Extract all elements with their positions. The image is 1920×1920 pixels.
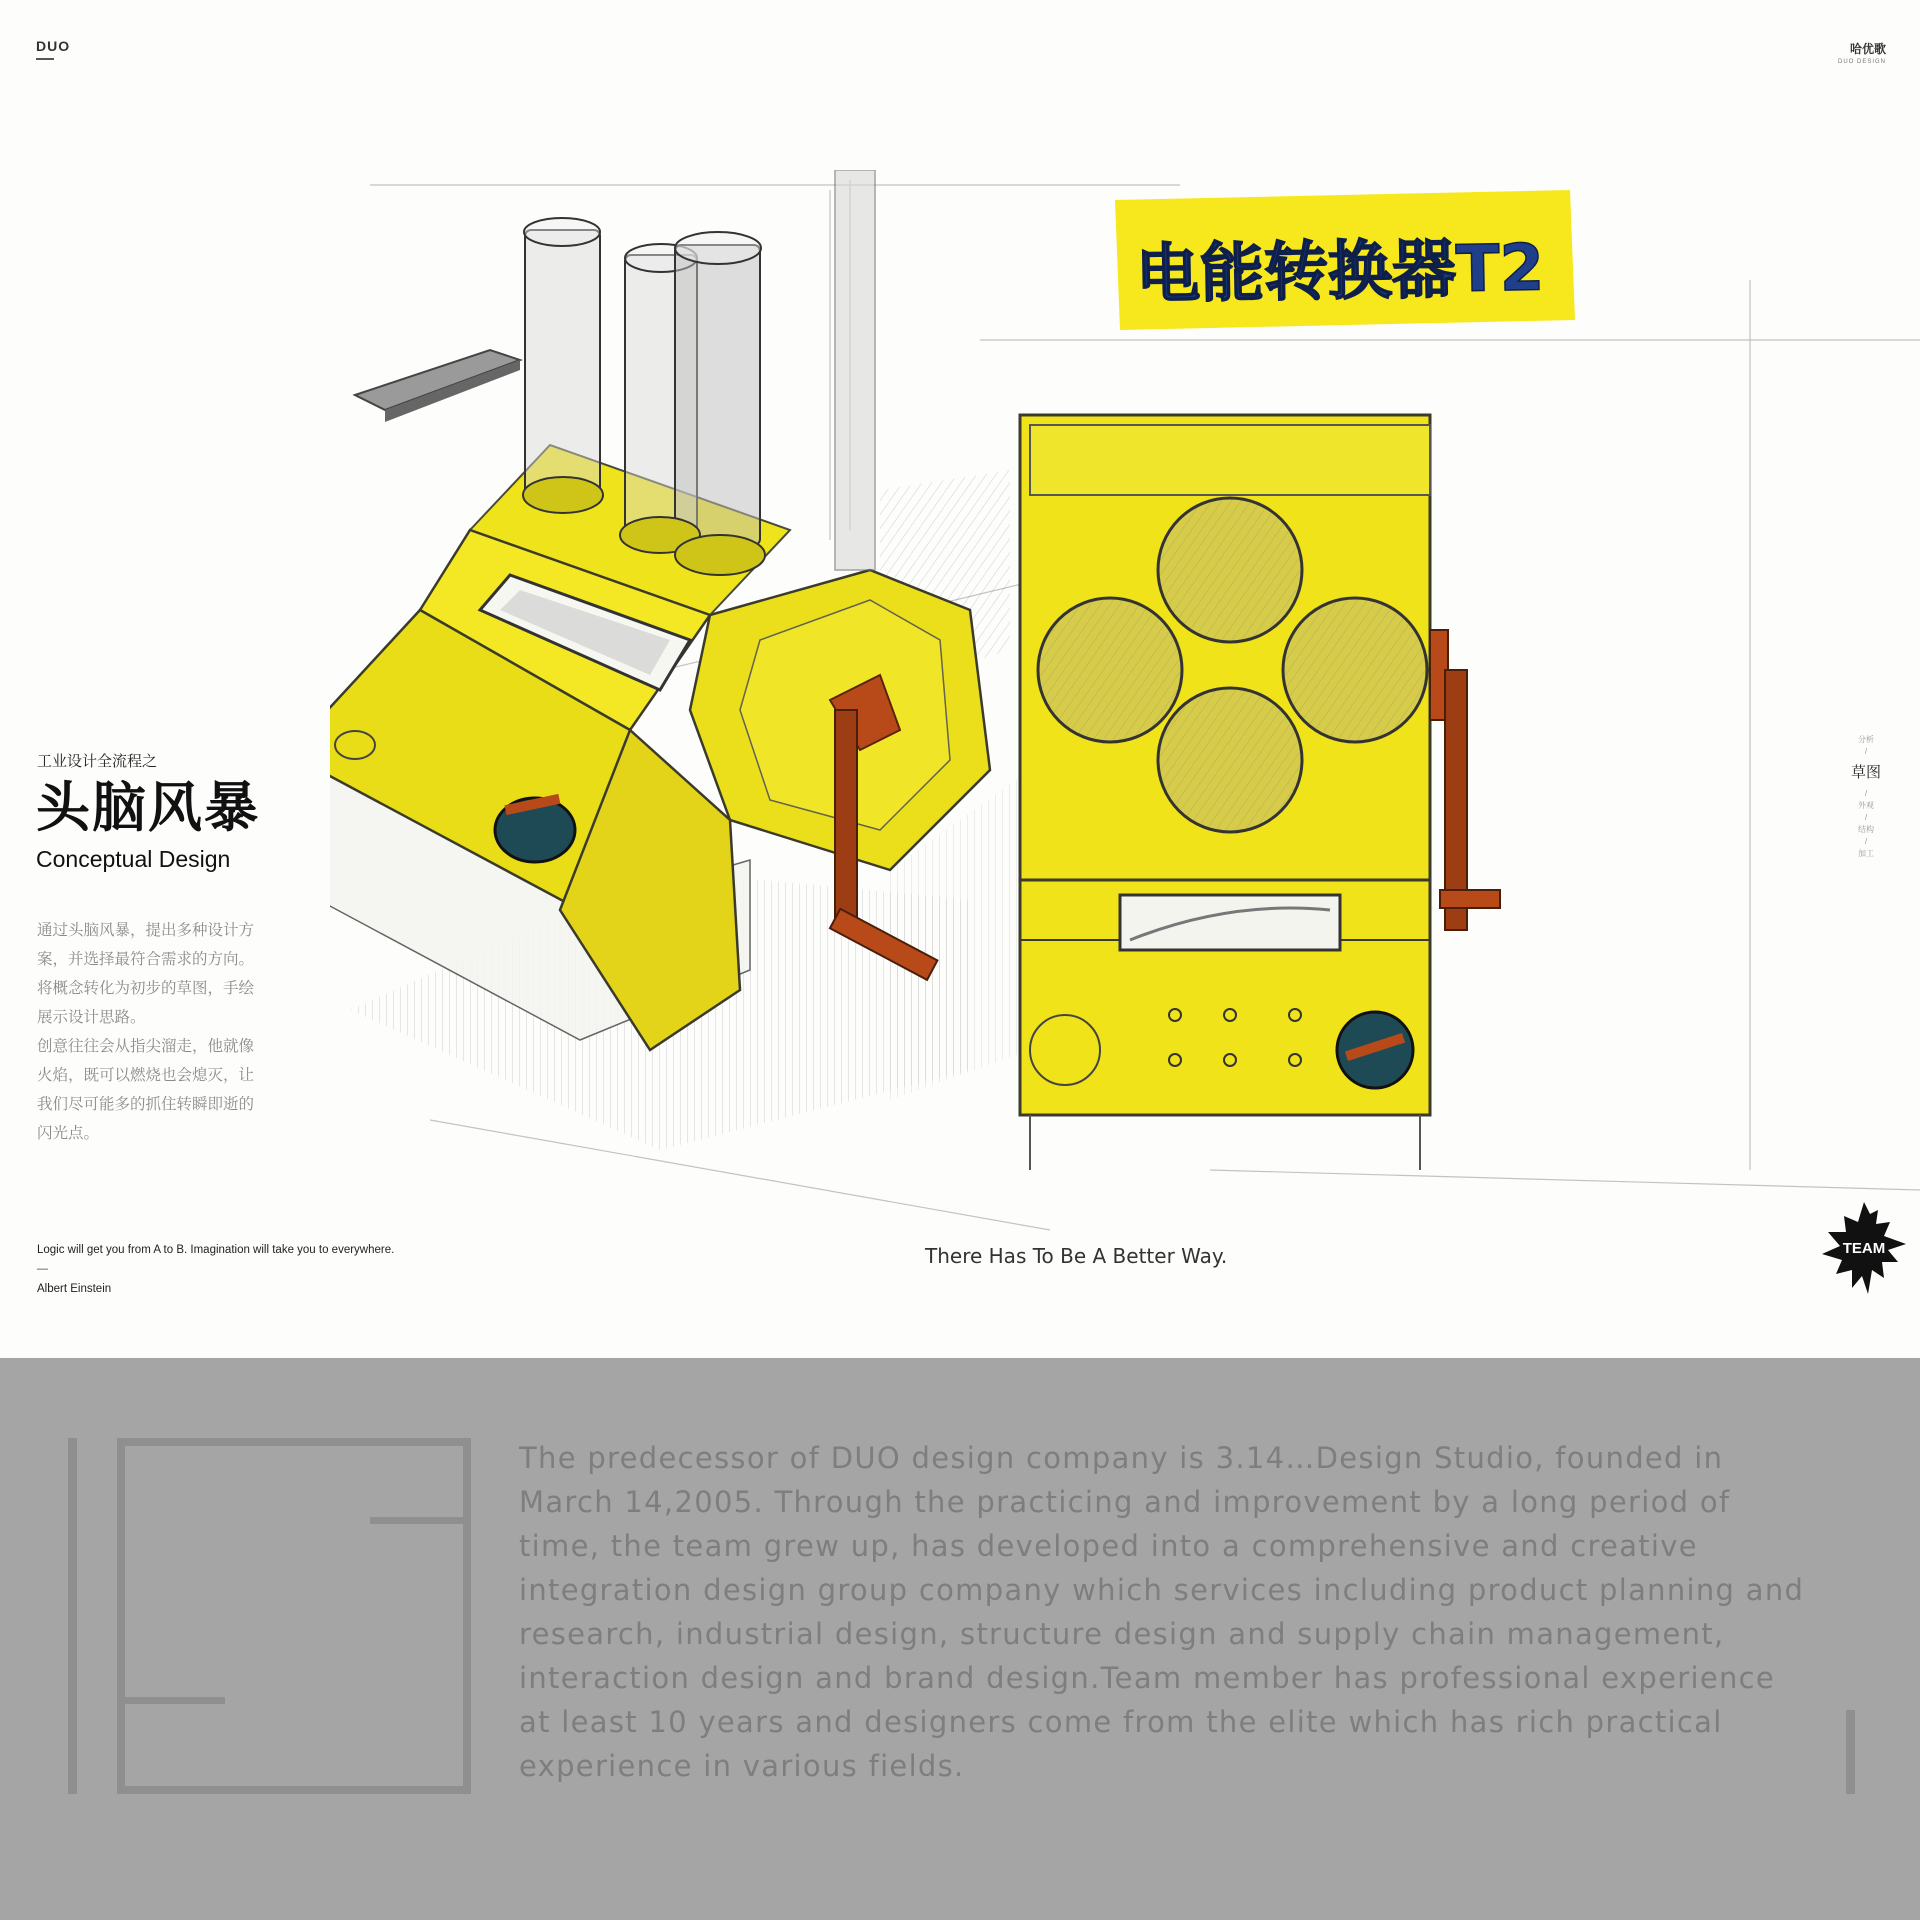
process-step-sketch[interactable]: 草图 [1850,764,1881,781]
description-line: 案，并选择最符合需求的方向。 [37,951,255,968]
slogan: There Has To Be A Better Way. [925,1244,1228,1268]
page-title-en: Conceptual Design [36,846,231,872]
team-logo-icon[interactable] [1818,1200,1910,1296]
sign-text: 电能转换器T2 [1135,231,1545,313]
process-step-manufacturing[interactable]: 加工 [1858,849,1874,858]
quote-author: Albert Einstein [37,1283,112,1295]
process-separator: / [1864,813,1868,822]
about-paragraph: The predecessor of DUO design company is 3.14…Design Studio, founded in March 14,2005. Through the practicing and improvement by a long period of time, the team grew up, has developed into a comprehensive and creative integration design group company which services including product planning and research, industrial design, structure design and supply chain management, interaction design and brand design.Team member has professional experience at least 10 years and designers come from the elite which has rich practical experience in various fields. [519,1441,1805,1783]
duo-logo[interactable]: DUO [36,38,71,54]
process-nav [1846,734,1886,860]
quote-dash: — [37,1263,48,1275]
brand-name-en: DUO DESIGN [1837,59,1886,65]
process-step-structure[interactable]: 结构 [1858,825,1874,834]
brand-logo-right[interactable] [1838,40,1886,65]
product-sketch-illustration [330,170,1920,1270]
description-line: 将概念转化为初步的草图，手绘 [37,980,255,997]
process-step-appearance[interactable]: 外观 [1858,801,1874,810]
section-subtitle: 工业设计全流程之 [37,753,158,770]
description-line: 展示设计思路。 [37,1009,146,1026]
description-line: 通过头脑风暴，提出多种设计方 [37,922,255,939]
process-step-analysis[interactable]: 分析 [1858,735,1874,744]
description-line: 创意往往会从指尖溜走，他就像 [37,1038,255,1055]
team-logo-text: TEAM [1842,1240,1886,1257]
about-section [0,1358,1920,1920]
description-line: 闪光点。 [37,1125,100,1142]
page-title: 头脑风暴 [36,776,260,839]
brand-name-cn: 哈优歌 [1849,42,1886,56]
process-separator: / [1864,837,1868,846]
description-line: 火焰，既可以燃烧也会熄灭，让 [37,1067,255,1084]
quote-text: Logic will get you from A to B. Imagination will take you to everywhere. [37,1244,395,1256]
process-separator: / [1864,747,1868,756]
process-separator: / [1864,789,1868,798]
description [37,916,287,1148]
description-line: 我们尽可能多的抓住转瞬即逝的 [37,1096,255,1113]
